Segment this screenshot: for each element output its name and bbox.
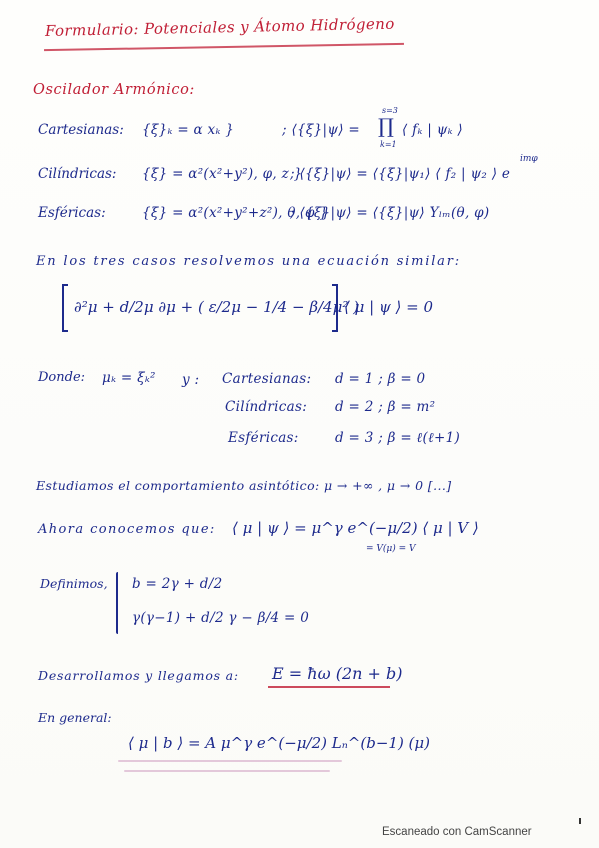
ahora-text: Ahora conocemos que: xyxy=(38,522,216,537)
cilindricas-state: ; ⟨{ξ}|ψ⟩ = ⟨{ξ}|ψ₁⟩ ⟨ f₂ | ψ₂ ⟩ e xyxy=(290,166,511,182)
case-cartesianas-value: d = 1 ; β = 0 xyxy=(335,371,426,387)
bracket-left xyxy=(62,284,68,332)
case-cilindricas-name: Cilíndricas: xyxy=(225,399,308,415)
case-esfericas-name: Esféricas: xyxy=(228,430,299,446)
cilindricas-exp: imφ xyxy=(520,154,538,164)
general-label: En general: xyxy=(38,710,112,725)
definimos-label: Definimos, xyxy=(40,576,108,591)
donde-definition: μₖ = ξₖ² xyxy=(102,370,156,386)
result-underline xyxy=(268,686,390,688)
esfericas-state: ; ⟨{ξ}|ψ⟩ = ⟨{ξ}|ψ⟩ Yₗₘ(θ, φ) xyxy=(290,205,490,221)
section-heading: Oscilador Armónico: xyxy=(33,82,195,98)
asymptotic-text: Estudiamos el comportamiento asintótico: μ → +∞ , μ → 0 [...] xyxy=(36,478,452,493)
general-equation: ⟨ μ | b ⟩ = A μ^γ e^(−μ/2) Lₙ^(b−1) (μ) xyxy=(128,734,431,752)
cartesianas-prod-term: ⟨ fₖ | ψₖ ⟩ xyxy=(402,122,463,138)
cartesianas-prod-symbol: ∏ xyxy=(378,114,394,138)
case-cartesianas-name: Cartesianas: xyxy=(222,371,312,387)
intro-text: En los tres casos resolvemos una ecuación similar: xyxy=(36,254,461,269)
desarrollamos-result: E = ħω (2n + b) xyxy=(272,664,403,683)
definimos-line-2: γ(γ−1) + d/2 γ − β/4 = 0 xyxy=(132,610,310,626)
cartesianas-state-lhs: ; ⟨{ξ}|ψ⟩ = xyxy=(282,122,361,138)
pink-underline-2 xyxy=(124,770,330,772)
definimos-brace xyxy=(116,572,118,634)
cartesianas-label: Cartesianas: xyxy=(38,122,124,138)
donde-label: Donde: xyxy=(38,370,86,385)
corner-mark xyxy=(579,818,581,824)
page-title: Formulario: Potenciales y Átomo Hidrógeno xyxy=(44,14,395,40)
definimos-line-1: b = 2γ + d/2 xyxy=(132,576,223,592)
cartesianas-prod-top: s=3 xyxy=(382,106,398,115)
cilindricas-set: {ξ} = α²(x²+y²), φ, z } xyxy=(142,166,303,182)
main-equation-rhs: ⟨ μ | ψ ⟩ = 0 xyxy=(344,298,433,316)
ahora-underbrace: = V(μ) = V xyxy=(366,544,416,554)
donde-y: y : xyxy=(182,372,200,388)
bracket-right xyxy=(332,284,338,332)
case-cilindricas-value: d = 2 ; β = m² xyxy=(335,399,436,415)
title-underline xyxy=(44,43,404,51)
esfericas-set: {ξ} = α²(x²+y²+z²), θ, φ } xyxy=(142,205,329,221)
cartesianas-set: {ξ}ₖ = α xₖ } xyxy=(142,122,235,138)
cartesianas-prod-bottom: k=1 xyxy=(380,140,397,149)
cilindricas-label: Cilíndricas: xyxy=(38,166,117,182)
pink-underline-1 xyxy=(118,760,342,762)
esfericas-label: Esféricas: xyxy=(38,205,106,221)
ahora-equation: ⟨ μ | ψ ⟩ = μ^γ e^(−μ/2) ⟨ μ | V ⟩ xyxy=(232,519,479,537)
case-esfericas-value: d = 3 ; β = ℓ(ℓ+1) xyxy=(335,430,461,446)
main-equation-body: ∂²μ + d/2μ ∂μ + ( ε/2μ − 1/4 − β/4μ² ) xyxy=(74,298,359,316)
desarrollamos-text: Desarrollamos y llegamos a: xyxy=(38,668,239,683)
scanner-watermark: Escaneado con CamScanner xyxy=(382,826,532,838)
